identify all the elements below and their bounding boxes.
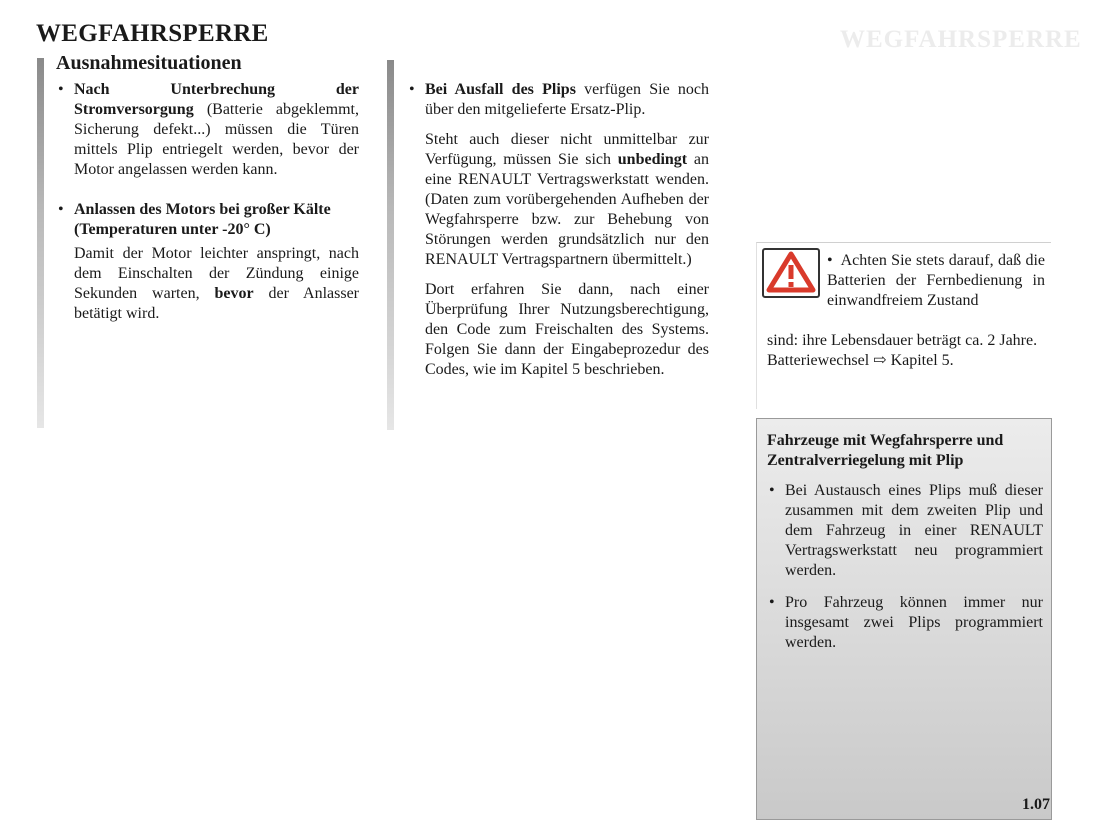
- panel-title: Fahrzeuge mit Wegfahrsperre und Zentralverriegelung mit Plip: [767, 432, 1004, 469]
- item-lead: Anlassen des Motors bei großer Kälte: [74, 201, 331, 218]
- list-item: [56, 200, 359, 240]
- section-title: Ausnahmesituationen: [56, 52, 242, 74]
- warning-text: • Achten Sie stets darauf, daß die Batterien der Fernbedienung in einwandfreiem Zustand: [827, 252, 1045, 309]
- column-marker-bar: [37, 58, 44, 428]
- warning-triangle-icon: [762, 248, 820, 298]
- battery-reference: Batteriewechsel ⇨ Kapitel 5.: [767, 352, 954, 369]
- paragraph: Steht auch dieser nicht unmittelbar zur Verfügung, müssen Sie sich unbedingt an eine RENAULT Vertragswerkstatt wenden. (Daten zum vorübergehenden Aufheben der Wegfahrsperre bzw. zur Behebung von Störungen werden grundsätzlich nur den RENAULT Vertragspartnern übermittelt.): [425, 131, 709, 268]
- list-item: [56, 80, 359, 180]
- item-text: verfügen Sie noch über den mitgelieferte Ersatz-Plip.: [425, 81, 710, 118]
- item-lead: Nach Unterbrechung der Stromversorgung: [74, 81, 359, 118]
- list-item: • Bei Austausch eines Plips muß dieser zusammen mit dem zweiten Plip und dem Fahrzeug in einer RENAULT Vertragswerkstatt neu programmiert werden.: [767, 481, 1043, 581]
- paragraph: Damit der Motor leichter anspringt, nach dem Einschalten der Zündung einige Sekunden warten, bevor der Anlasser betätigt wird.: [74, 245, 359, 322]
- column-marker-bar: [387, 60, 394, 430]
- item-subtitle: (Temperaturen unter -20° C): [74, 221, 271, 238]
- item-text: (Batterie abgeklemmt, Sicherung defekt...) müssen die Türen mittels Plip entriegelt werden, bevor der Motor angelassen werden kann.: [74, 101, 359, 178]
- warning-text-continued: sind: ihre Lebensdauer beträgt ca. 2 Jahre. Batteriewechsel ⇨ Kapitel 5.: [767, 331, 1045, 371]
- page-number: 1.07: [1022, 796, 1050, 813]
- warning-box: [756, 242, 1051, 409]
- item-lead: Bei Ausfall des Plips: [425, 81, 576, 98]
- left-column: [56, 80, 359, 334]
- list-item: [407, 80, 709, 120]
- list-item: • Pro Fahrzeug können immer nur insgesamt zwei Plips programmiert werden.: [767, 593, 1043, 653]
- paragraph: Dort erfahren Sie dann, nach einer Überprüfung Ihrer Nutzungsberechtigung, den Code zum Freischalten des Systems. Folgen Sie dann der Eingabeprozedur des Codes, wie im Kapitel 5 beschrieben.: [425, 281, 709, 378]
- middle-column: [407, 80, 709, 390]
- page-title: WEGFAHRSPERRE: [36, 20, 269, 47]
- bleed-through-title: WEGFAHRSPERRE: [840, 26, 1082, 53]
- info-panel: [756, 418, 1052, 820]
